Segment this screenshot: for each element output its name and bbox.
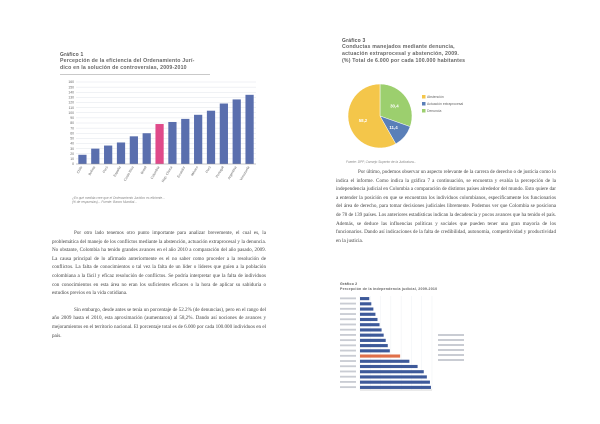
category-label-placeholder	[340, 355, 356, 357]
x-tick-label: Brasil	[139, 165, 148, 175]
y-tick-label: 60	[70, 131, 74, 136]
bar	[168, 122, 176, 164]
pie-slice-label: 58,2	[358, 117, 368, 123]
category-label-placeholder	[340, 365, 356, 367]
figure-1-note-line-2: (% de respuestas)... Fuente: Banco Mundial...	[72, 200, 137, 205]
y-tick-label: 50	[70, 136, 74, 141]
category-label-placeholder	[340, 318, 356, 320]
bar	[360, 297, 369, 300]
category-label-placeholder	[340, 350, 356, 352]
figure-3	[342, 32, 472, 172]
figure-1-title	[60, 58, 195, 72]
bar	[360, 344, 388, 347]
legend-text-placeholder	[438, 334, 464, 336]
category-label-placeholder	[340, 324, 356, 326]
left-body-text	[52, 229, 266, 348]
y-tick-label: 10	[70, 157, 74, 162]
legend-label: Denuncia	[427, 109, 442, 113]
y-tick-label: 100	[68, 110, 74, 115]
category-label-placeholder	[340, 313, 356, 315]
figure-3-title-line-2: actuación extraprocesal y abstención, 2009.	[342, 51, 460, 57]
x-tick-label: Colombia	[149, 165, 161, 180]
y-tick-label: 0	[72, 162, 74, 167]
category-label-placeholder	[340, 344, 356, 346]
x-tick-label: Costa Rica	[122, 165, 135, 182]
y-tick-label: 140	[68, 90, 74, 95]
category-label-placeholder	[340, 329, 356, 331]
x-tick-label: Rep. Checa	[160, 165, 174, 184]
figure-1-label: Gráfico 1	[60, 52, 84, 58]
legend-text-placeholder	[438, 339, 464, 341]
figure-1-note	[72, 196, 257, 204]
right-body-text	[336, 168, 556, 253]
y-tick-label: 150	[68, 85, 74, 90]
y-tick-label: 40	[70, 141, 74, 146]
legend-text-placeholder	[438, 349, 464, 351]
bar	[194, 115, 202, 164]
bar	[360, 386, 431, 389]
y-tick-label: 120	[68, 100, 74, 105]
x-tick-label: Portugal	[214, 165, 225, 179]
pie-slice-label: 11,4	[389, 124, 398, 130]
bar	[155, 124, 163, 164]
figure-3-title-line-3: (%) Total de 6.000 por cada 100.000 habitantes	[342, 58, 466, 64]
figure-2	[338, 278, 468, 398]
pie-slice-label: 30,4	[390, 103, 399, 109]
figure-2-label: Gráfico 2	[340, 282, 358, 286]
left-paragraph-2: Sin embargo, desde antes se tenía un porcentaje de 52.2% (de denuncias), pero en el rango del año 2009 hasta el 2010, esta aproximación (aumentaron) al 58,2%. Dando así nociones de avances y mejoramientos en el territorio nacional. El porcentaje total es de 6.000 por cada 100.000 individuos en el país.	[52, 306, 266, 339]
y-tick-label: 130	[68, 95, 74, 100]
bar	[360, 360, 409, 363]
category-label-placeholder	[340, 303, 356, 305]
y-tick-label: 20	[70, 151, 74, 156]
x-tick-label: Bolivia	[87, 165, 97, 177]
figure-1	[54, 46, 264, 214]
figure-1-note-line-1: ¿En qué medida cree que el Ordenamiento Jurídico es eficiente...	[72, 196, 165, 200]
chart-1	[54, 78, 264, 198]
x-tick-label: Perú	[101, 165, 110, 174]
category-label-placeholder	[340, 308, 356, 310]
bar	[360, 334, 384, 337]
y-tick-label: 160	[68, 80, 74, 85]
legend-text-placeholder	[438, 359, 464, 361]
bar	[360, 313, 375, 316]
bar	[360, 318, 377, 321]
legend-text-placeholder	[438, 344, 464, 346]
bar	[130, 136, 138, 164]
chart-pie	[342, 70, 472, 162]
chart-horizontal-bars	[338, 294, 468, 398]
legend-label: Abstención	[427, 95, 444, 99]
legend-swatch	[422, 102, 426, 106]
x-tick-label: Venezuela	[239, 165, 251, 182]
category-label-placeholder	[340, 376, 356, 378]
bar	[360, 323, 380, 326]
bar	[360, 339, 386, 342]
figure-1-title-line-1: Percepción de la eficiencia del Ordenamiento Jurí-	[60, 58, 195, 64]
y-tick-label: 80	[70, 121, 74, 126]
bar	[360, 349, 390, 352]
bar	[233, 99, 241, 164]
figure-3-note: Fuente: DPP, Consejo Superior de la Judicatura...	[346, 160, 417, 164]
bar	[360, 365, 418, 368]
category-label-placeholder	[340, 381, 356, 383]
figure-3-title-line-1: Conductas manejados mediante denuncia,	[342, 44, 455, 50]
category-label-placeholder	[340, 371, 356, 373]
x-tick-label: Perú	[204, 165, 212, 174]
legend-swatch	[422, 95, 426, 99]
legend-label: Actuación extraprocesal	[427, 102, 464, 106]
bar	[78, 155, 86, 164]
y-tick-label: 110	[68, 105, 74, 110]
category-label-placeholder	[340, 334, 356, 336]
y-tick-label: 30	[70, 146, 74, 151]
bar	[245, 95, 253, 164]
x-tick-label: México	[190, 165, 200, 177]
figure-1-rule	[60, 74, 210, 75]
bar	[207, 111, 215, 164]
bar	[104, 146, 112, 164]
y-tick-label: 90	[70, 116, 74, 121]
legend-text-placeholder	[438, 354, 464, 356]
category-label-placeholder	[340, 360, 356, 362]
bar	[360, 375, 427, 378]
category-label-placeholder	[340, 297, 356, 299]
bar	[360, 328, 382, 331]
bar	[181, 119, 189, 164]
category-label-placeholder	[340, 386, 356, 388]
bar	[143, 133, 151, 164]
x-tick-label: Chile	[75, 165, 84, 175]
bar	[360, 381, 430, 384]
category-label-placeholder	[340, 339, 356, 341]
bar	[360, 302, 371, 305]
bar	[360, 354, 400, 357]
bar	[220, 104, 228, 164]
bar	[117, 142, 125, 164]
bar	[360, 307, 373, 310]
x-tick-label: España	[112, 165, 122, 178]
figure-2-title: Percepción de la independencia judicial, 2009-2010	[340, 287, 438, 291]
x-tick-label: Argentina	[226, 165, 238, 181]
figure-3-label: Gráfico 3	[342, 38, 366, 44]
bar	[360, 370, 424, 373]
left-paragraph-1: Por otro lado tenemos otro punto importante para analizar brevemente, el cual es, la problemática del manejo de los conflictos mediante la abstención, actuación extraprocesal y la denuncia. No obstante, Colombia ha tenido grandes avances en el año 2010 a comparación del año pasado, 2009. La causa principal de lo afirmado anteriormente es el no saber como proceder a la resolución de conflictos. La falta de conocimientos o tal vez la falta de un líder o líderes que guíen a la población colombiana a la fácil y eficaz resolución de conflictos. Se podría interpretar que la falta de individuos con conocimientos en esta área no eran los suficientes eficaces o la hora de aplicar su sabiduría o estudios previos en la vida cotidiana.	[52, 230, 266, 297]
figure-3-title	[342, 44, 472, 65]
right-paragraph-1: Por último, podemos observar un aspecto relevante de la carrera de derecho o de justicia como lo indica el informe. Como indica la gráfica 7 a continuación, se encuentra y evalúa la percepción de la independencia judicial en Colombia a comparación de distintos países alrededor del mundo. Esto quiere dar a entender la posición en que se encuentran los individuos colombianos, específicamente los funcionarios del área de derecho, para tomar decisiones judiciales libremente. Podemos ver que Colombia se posiciona de 78 de 139 países. Los anteriores estadísticas indican la decadencia y pocos avances que ha tenido el país. Además, se deduce las influencias políticas y sociales que pueden tener una gran mayoría de los funcionarios. Dando así indicaciones de la falta de credibilidad, autonomía, competitividad y productividad en la justicia.	[336, 169, 556, 244]
x-tick-label: Ecuador	[176, 165, 187, 179]
figure-1-title-line-2: dico en la solución de controversias, 2009-2010	[60, 65, 187, 71]
bar	[91, 149, 99, 164]
y-tick-label: 70	[70, 126, 74, 131]
legend-swatch	[422, 109, 426, 113]
